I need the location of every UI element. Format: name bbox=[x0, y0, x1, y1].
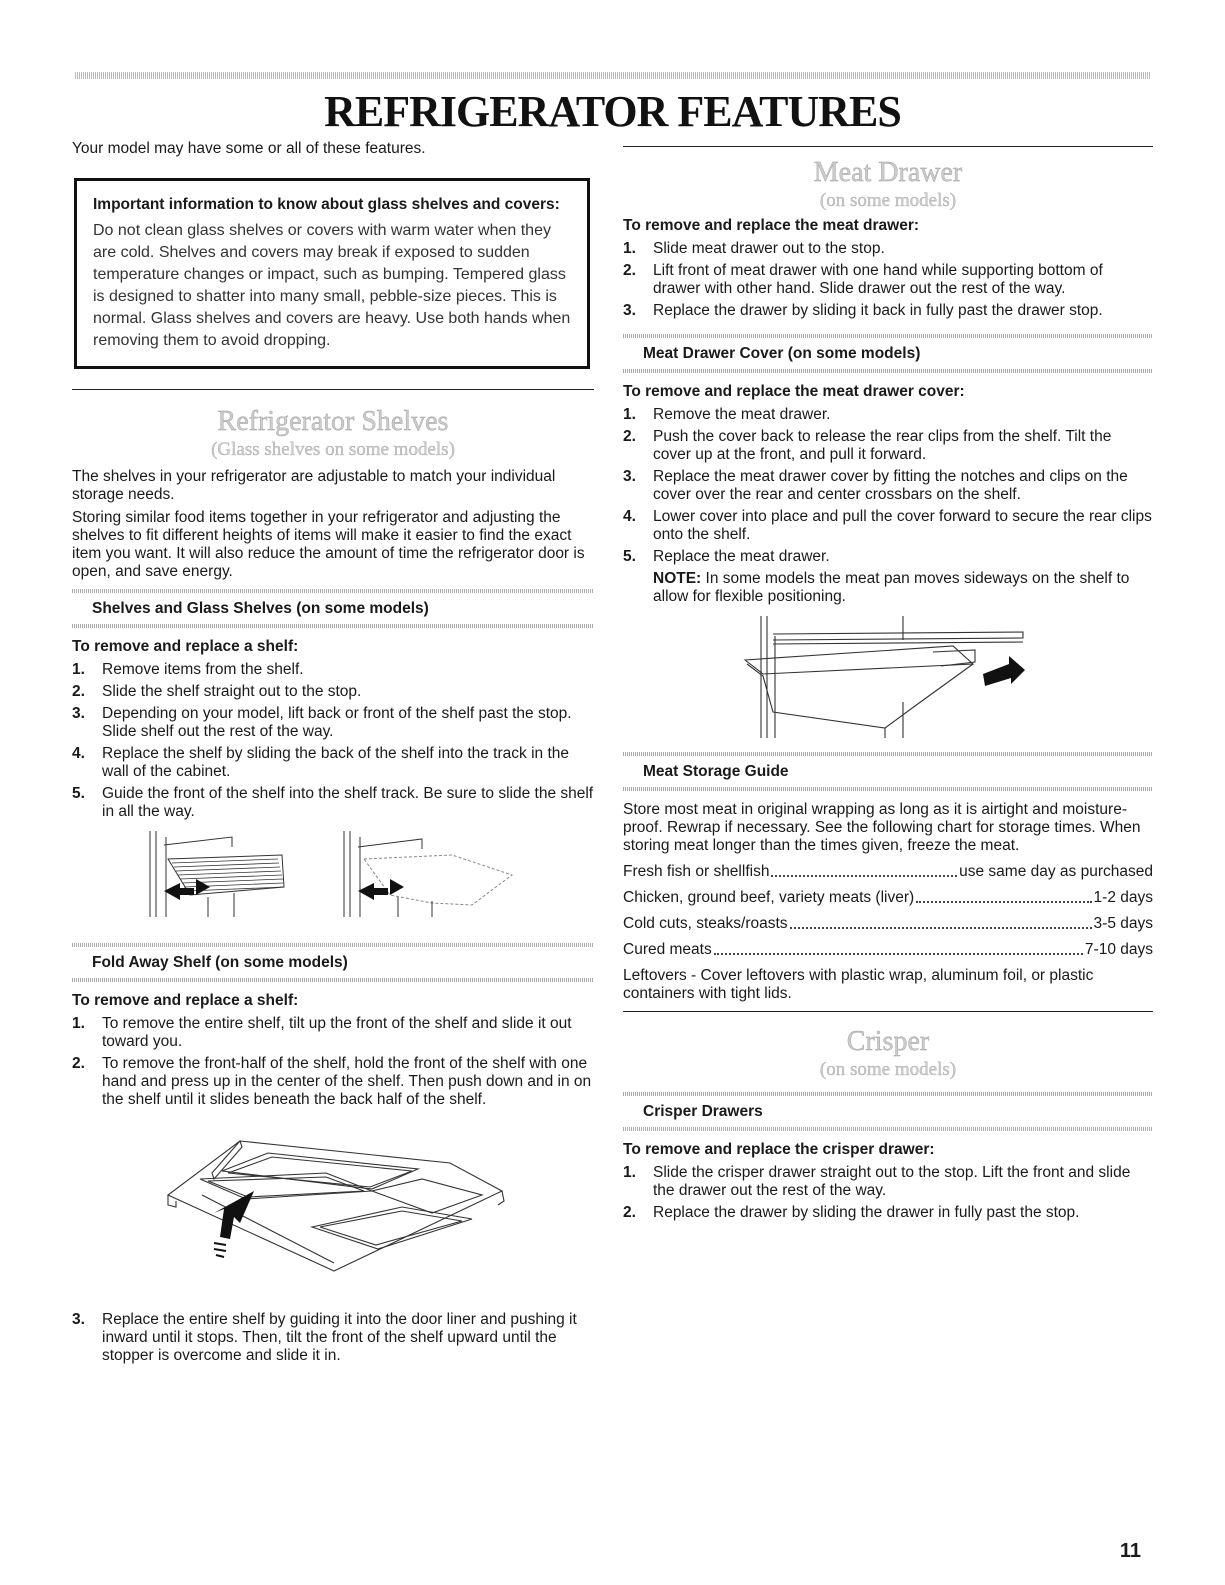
list-item: 1. Slide meat drawer out to the stop. bbox=[623, 240, 885, 257]
shelves-procedure-title: To remove and replace a shelf: bbox=[72, 638, 299, 655]
meat-cover-procedure-title: To remove and replace the meat drawer cover: bbox=[623, 383, 965, 400]
section-rule bbox=[623, 1011, 1153, 1012]
crisper-subheading: (on some models) bbox=[819, 1059, 957, 1080]
list-item: 1. Remove items from the shelf. bbox=[72, 661, 304, 678]
dotted-rule bbox=[623, 369, 1153, 373]
list-item: 2. Replace the drawer by sliding the drawer in fully past the stop. bbox=[623, 1204, 1080, 1221]
crisper-procedure-title: To remove and replace the crisper drawer: bbox=[623, 1141, 935, 1158]
crisper-steps bbox=[623, 1164, 1153, 1222]
list-item: 4. Lower cover into place and pull the cover forward to secure the rear clips onto the shelf. bbox=[623, 508, 1152, 543]
dotted-rule bbox=[623, 787, 1153, 791]
fold-away-shelf-illustration bbox=[72, 1113, 594, 1285]
meat-drawer-heading: Meat Drawer bbox=[813, 157, 963, 188]
meat-cover-steps bbox=[623, 406, 1153, 566]
shelves-heading: Refrigerator Shelves bbox=[217, 406, 449, 437]
dotted-rule bbox=[72, 624, 594, 628]
list-item: 5. Replace the meat drawer. bbox=[623, 548, 830, 565]
list-item: 3. Depending on your model, lift back or front of the shelf past the stop. Slide shelf out the rest of the way. bbox=[72, 705, 572, 740]
meat-cover-note: NOTE: In some models the meat pan moves sideways on the shelf to allow for flexible positioning. bbox=[653, 570, 1130, 605]
left-column bbox=[72, 140, 594, 1369]
meat-cover-subhead: Meat Drawer Cover (on some models) bbox=[643, 345, 921, 362]
shelves-subheading: (Glass shelves on some models) bbox=[211, 439, 455, 460]
list-item: 1. To remove the entire shelf, tilt up the front of the shelf and slide it out toward you. bbox=[72, 1015, 572, 1050]
fold-away-steps bbox=[72, 1015, 594, 1109]
list-item: 3. Replace the drawer by sliding it back in fully past the drawer stop. bbox=[623, 302, 1103, 319]
list-item: 2. Push the cover back to release the rear clips from the shelf. Tilt the cover up at the front, and pull it forward. bbox=[623, 428, 1112, 463]
intro-text: Your model may have some or all of these features. bbox=[72, 140, 426, 157]
top-rule bbox=[75, 72, 1150, 79]
fold-away-procedure-title: To remove and replace a shelf: bbox=[72, 992, 299, 1009]
list-item: 2. To remove the front-half of the shelf, hold the front of the shelf with one hand and press up in the center of the shelf. Then push down and in on the shelf until it slides beneath the back half of the shelf. bbox=[72, 1055, 592, 1108]
list-item: 2. Lift front of meat drawer with one hand while supporting bottom of drawer with other hand. Slide drawer out the rest of the way. bbox=[623, 262, 1103, 297]
list-item: 3. Replace the meat drawer cover by fitting the notches and clips on the cover over the rear and center crossbars on the shelf. bbox=[623, 468, 1128, 503]
table-row: Chicken, ground beef, variety meats (liver) 1-2 days bbox=[623, 889, 1153, 906]
dotted-rule bbox=[72, 978, 594, 982]
fold-away-steps-cont bbox=[72, 1311, 594, 1365]
meat-drawer-steps bbox=[623, 240, 1153, 320]
glass-notice-body: Do not clean glass shelves or covers with warm water when they are cold. Shelves and covers may break if exposed to sudden temperature changes or impact, such as bumping. Tempered glass is designed to shatter into many small, pebble-size pieces. This is normal. Glass shelves and covers are heavy. Use both hands when removing them to avoid dropping. bbox=[93, 222, 571, 349]
glass-notice-box bbox=[74, 178, 590, 369]
meat-drawer-subheading: (on some models) bbox=[819, 190, 957, 211]
crisper-subhead: Crisper Drawers bbox=[643, 1103, 763, 1120]
shelves-steps bbox=[72, 661, 594, 821]
shelves-para-2: Storing similar food items together in your refrigerator and adjusting the shelves to fit different heights of items will make it easier to find the exact item you want. It will also reduce the amount of time the refrigerator door is open, and save energy. bbox=[72, 509, 585, 580]
list-item: 3. Replace the entire shelf by guiding it into the door liner and pushing it inward until it stops. Then, tilt the front of the shelf upward until the stopper is overcome and slide it in. bbox=[72, 1311, 577, 1364]
list-item: 2. Slide the shelf straight out to the stop. bbox=[72, 683, 362, 700]
table-row: Cold cuts, steaks/roasts 3-5 days bbox=[623, 915, 1153, 932]
page-number: 11 bbox=[1119, 1540, 1141, 1562]
meat-guide-para: Store most meat in original wrapping as long as it is airtight and moisture-proof. Rewrap if necessary. See the following chart for storage times. When storing meat longer than the times given, freeze the meat. bbox=[623, 801, 1141, 854]
meat-guide-subhead: Meat Storage Guide bbox=[643, 763, 789, 780]
fold-away-subhead: Fold Away Shelf (on some models) bbox=[92, 954, 348, 971]
meat-storage-table bbox=[623, 863, 1153, 959]
table-row: Cured meats 7-10 days bbox=[623, 941, 1153, 958]
dotted-rule bbox=[623, 1127, 1153, 1131]
meat-drawer-illustration bbox=[623, 606, 1153, 746]
meat-drawer-procedure-title: To remove and replace the meat drawer: bbox=[623, 217, 920, 234]
list-item: 5. Guide the front of the shelf into the shelf track. Be sure to slide the shelf in all the way. bbox=[72, 785, 594, 820]
leftovers-text: Leftovers - Cover leftovers with plastic wrap, aluminum foil, or plastic containers with tight lids. bbox=[623, 967, 1094, 1002]
section-rule bbox=[623, 146, 1153, 147]
section-rule bbox=[72, 389, 594, 390]
glass-notice-title: Important information to know about glass shelves and covers: bbox=[93, 196, 560, 213]
shelves-subhead: Shelves and Glass Shelves (on some models) bbox=[92, 600, 429, 617]
page-title: REFRIGERATOR FEATURES bbox=[324, 87, 901, 136]
list-item: 1. Remove the meat drawer. bbox=[623, 406, 831, 423]
shelf-removal-illustration bbox=[72, 825, 594, 925]
crisper-heading: Crisper bbox=[846, 1026, 930, 1057]
right-column bbox=[623, 140, 1153, 1226]
list-item: 4. Replace the shelf by sliding the back of the shelf into the track in the wall of the cabinet. bbox=[72, 745, 569, 780]
shelves-para-1: The shelves in your refrigerator are adjustable to match your individual storage needs. bbox=[72, 468, 556, 503]
table-row: Fresh fish or shellfish use same day as purchased bbox=[623, 863, 1153, 880]
list-item: 1. Slide the crisper drawer straight out to the stop. Lift the front and slide the drawer out the rest of the way. bbox=[623, 1164, 1131, 1199]
